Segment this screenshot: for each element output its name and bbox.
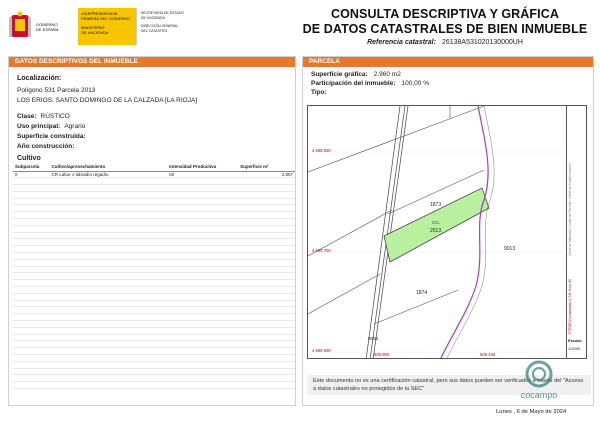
table-cell bbox=[50, 178, 168, 185]
table-cell bbox=[50, 266, 168, 273]
table-cell bbox=[13, 273, 50, 280]
table-cell bbox=[13, 327, 50, 334]
table-row bbox=[13, 259, 295, 266]
col-superficie: Superficie m² bbox=[238, 163, 295, 171]
table-cell bbox=[13, 355, 50, 362]
table-cell bbox=[50, 185, 168, 192]
table-cell bbox=[50, 219, 168, 226]
ano-construccion-row: Año construcción: bbox=[17, 143, 75, 150]
table-cell bbox=[13, 293, 50, 300]
table-cell bbox=[167, 321, 238, 328]
table-cell bbox=[167, 375, 238, 382]
coord-y-600: 4 699 600 bbox=[312, 348, 331, 353]
table-row bbox=[13, 334, 295, 341]
table-row bbox=[13, 382, 295, 389]
table-cell bbox=[13, 253, 50, 260]
logo-catastro-block: SECRETARÍA DE ESTADO DE HACIENDA DIRECCIÓN GENERAL DEL CATASTRO bbox=[136, 8, 192, 45]
table-cell bbox=[167, 198, 238, 205]
table-cell bbox=[238, 219, 295, 226]
table-cell bbox=[238, 348, 295, 355]
table-row bbox=[13, 191, 295, 198]
table-cell bbox=[13, 375, 50, 382]
parcel-2013-highlight[interactable] bbox=[384, 188, 489, 262]
table-cell bbox=[238, 185, 295, 192]
table-cell bbox=[13, 361, 50, 368]
table-cell bbox=[50, 198, 168, 205]
table-row bbox=[13, 300, 295, 307]
table-cell bbox=[50, 287, 168, 294]
ref-value: 26138A531020130000UH bbox=[441, 39, 523, 46]
table-cell bbox=[238, 259, 295, 266]
parcel-label-031: 031 bbox=[432, 220, 440, 225]
table-row bbox=[13, 368, 295, 375]
table-row bbox=[13, 348, 295, 355]
table-row bbox=[13, 355, 295, 362]
table-cell bbox=[167, 348, 238, 355]
table-cell bbox=[167, 219, 238, 226]
scale-label: Escala: bbox=[568, 338, 583, 343]
table-cell bbox=[167, 205, 238, 212]
table-cell bbox=[167, 185, 238, 192]
table-cell bbox=[167, 382, 238, 389]
parcela-panel bbox=[302, 56, 594, 406]
coord-y-700: 4 699 700 bbox=[312, 248, 331, 253]
logo-ministry-block: VICEPRESIDENCIA PRIMERA DEL GOBIERNO MINISTERIO DE HACIENDA bbox=[78, 8, 136, 45]
table-cell bbox=[13, 239, 50, 246]
title-line-2: DE DATOS CATASTRALES DE BIEN INMUEBLE bbox=[302, 22, 588, 36]
table-cell bbox=[167, 280, 238, 287]
table-cell bbox=[50, 314, 168, 321]
legend-lines-text: Limite de Manzana / Limite de Parcela / Limite de Construcciones bbox=[568, 163, 572, 256]
coord-x-100: 505 100 bbox=[480, 352, 496, 357]
table-cell bbox=[13, 212, 50, 219]
table-cell bbox=[50, 239, 168, 246]
table-cell bbox=[13, 368, 50, 375]
government-logo bbox=[8, 8, 194, 45]
table-cell bbox=[13, 348, 50, 355]
table-cell bbox=[50, 361, 168, 368]
uso-row: Uso principal: Agrario bbox=[17, 123, 86, 130]
table-row bbox=[13, 171, 295, 178]
parcel-label-2013: 2013 bbox=[430, 228, 442, 234]
spain-coat-of-arms-icon bbox=[8, 11, 32, 41]
localizacion-line-2: LOS ERIOS. SANTO DOMINGO DE LA CALZADA [LA RIOJA] bbox=[17, 97, 198, 104]
reference-line bbox=[300, 39, 590, 46]
table-cell bbox=[167, 273, 238, 280]
table-cell bbox=[50, 307, 168, 314]
table-cell bbox=[50, 253, 168, 260]
scale-value: 1/2000 bbox=[568, 346, 581, 351]
table-cell bbox=[50, 368, 168, 375]
parcel-label-9006: 9006 bbox=[368, 336, 379, 341]
localizacion-label: Localización: bbox=[17, 75, 62, 82]
table-cell bbox=[238, 232, 295, 239]
parcela-heading: PARCELA bbox=[303, 57, 593, 67]
table-cell bbox=[167, 355, 238, 362]
coord-y-800: 4 699 800 bbox=[312, 148, 331, 153]
table-row bbox=[13, 361, 295, 368]
tipo-row: Tipo: bbox=[311, 89, 327, 96]
col-intensidad: Intensidad Productiva bbox=[167, 163, 238, 171]
col-subparcela: Subparcela bbox=[13, 163, 50, 171]
table-cell bbox=[167, 253, 238, 260]
table-cell bbox=[238, 368, 295, 375]
table-cell bbox=[238, 321, 295, 328]
table-cell bbox=[13, 382, 50, 389]
table-cell bbox=[238, 382, 295, 389]
table-cell bbox=[238, 287, 295, 294]
map-drawing bbox=[308, 106, 587, 359]
table-row bbox=[13, 225, 295, 232]
table-cell bbox=[167, 368, 238, 375]
table-cell bbox=[13, 321, 50, 328]
table-cell bbox=[13, 191, 50, 198]
document-date: Lunes , 6 de Mayo de 2024 bbox=[496, 409, 567, 415]
table-row bbox=[13, 232, 295, 239]
table-row bbox=[13, 314, 295, 321]
table-cell bbox=[167, 239, 238, 246]
table-cell bbox=[167, 293, 238, 300]
superficie-construida-row: Superficie construida: bbox=[17, 133, 86, 140]
table-row bbox=[13, 212, 295, 219]
table-cell bbox=[13, 334, 50, 341]
table-cell bbox=[50, 327, 168, 334]
table-cell bbox=[167, 232, 238, 239]
table-cell bbox=[167, 287, 238, 294]
table-cell bbox=[167, 300, 238, 307]
table-row bbox=[13, 198, 295, 205]
table-cell bbox=[13, 307, 50, 314]
localizacion-line-1: Polígono 531 Parcela 2013 bbox=[17, 87, 96, 94]
cultivo-table bbox=[13, 163, 295, 389]
table-row bbox=[13, 273, 295, 280]
verification-notice: Este documento no es una certificación catastral, pero sus datos pueden ser verificados a través del "Acceso a datos catastrales no protegidos de la SEC" bbox=[307, 375, 591, 395]
table-cell bbox=[50, 225, 168, 232]
table-cell bbox=[238, 307, 295, 314]
table-cell bbox=[167, 191, 238, 198]
table-cell bbox=[50, 246, 168, 253]
table-row bbox=[13, 280, 295, 287]
table-row bbox=[13, 246, 295, 253]
table-row bbox=[13, 293, 295, 300]
table-cell bbox=[167, 341, 238, 348]
table-row bbox=[13, 327, 295, 334]
table-cell bbox=[13, 232, 50, 239]
table-cell bbox=[13, 178, 50, 185]
watermark-text: cocampo bbox=[520, 390, 558, 400]
legend-projection-text: ETRS89 Coordenadas U.T.M. Huso 30 bbox=[568, 279, 572, 334]
table-cell bbox=[50, 341, 168, 348]
table-cell bbox=[13, 198, 50, 205]
title-line-1: CONSULTA DESCRIPTIVA Y GRÁFICA bbox=[330, 7, 559, 21]
table-cell bbox=[238, 253, 295, 260]
table-cell bbox=[50, 348, 168, 355]
table-cell bbox=[238, 266, 295, 273]
document-title bbox=[300, 7, 590, 46]
table-cell bbox=[238, 327, 295, 334]
river-line bbox=[440, 106, 488, 359]
cadastral-map[interactable] bbox=[307, 105, 587, 359]
table-cell bbox=[167, 307, 238, 314]
table-cell bbox=[238, 191, 295, 198]
table-cell bbox=[50, 212, 168, 219]
table-cell bbox=[238, 280, 295, 287]
parcel-label-1873: 1873 bbox=[430, 202, 442, 208]
map-legend-strip bbox=[566, 106, 586, 359]
table-cell bbox=[13, 280, 50, 287]
table-cell bbox=[50, 273, 168, 280]
table-cell bbox=[13, 246, 50, 253]
parcel-label-1874: 1874 bbox=[416, 290, 428, 296]
table-cell: 2.857 bbox=[238, 171, 295, 178]
cultivo-title: Cultivo bbox=[17, 155, 41, 162]
clase-row: Clase: RÚSTICO bbox=[17, 113, 70, 120]
table-cell bbox=[238, 246, 295, 253]
table-cell bbox=[50, 232, 168, 239]
table-cell bbox=[13, 287, 50, 294]
descriptive-data-panel bbox=[8, 56, 296, 406]
table-cell bbox=[238, 273, 295, 280]
table-cell bbox=[167, 361, 238, 368]
table-cell: CR Labor o labradío regadío bbox=[50, 171, 168, 178]
table-row bbox=[13, 219, 295, 226]
table-cell bbox=[238, 341, 295, 348]
parcel-label-9013: 9013 bbox=[504, 246, 516, 252]
table-cell bbox=[13, 314, 50, 321]
descriptive-data-heading: DATOS DESCRIPTIVOS DEL INMUEBLE bbox=[9, 57, 295, 67]
table-cell bbox=[13, 185, 50, 192]
table-cell bbox=[238, 355, 295, 362]
table-cell bbox=[167, 212, 238, 219]
table-cell bbox=[13, 259, 50, 266]
table-cell bbox=[167, 259, 238, 266]
table-cell bbox=[167, 225, 238, 232]
cocampo-watermark-logo bbox=[516, 358, 562, 402]
table-cell bbox=[13, 266, 50, 273]
table-cell bbox=[238, 225, 295, 232]
table-cell: 02 bbox=[167, 171, 238, 178]
table-cell bbox=[50, 259, 168, 266]
table-row bbox=[13, 307, 295, 314]
table-cell bbox=[50, 300, 168, 307]
participacion-row: Participación del inmueble: 100,00 % bbox=[311, 80, 429, 87]
table-row bbox=[13, 239, 295, 246]
table-cell bbox=[13, 219, 50, 226]
table-cell: 0 bbox=[13, 171, 50, 178]
table-cell bbox=[13, 205, 50, 212]
table-cell bbox=[50, 334, 168, 341]
table-cell bbox=[238, 314, 295, 321]
table-cell bbox=[238, 293, 295, 300]
table-row bbox=[13, 375, 295, 382]
table-cell bbox=[167, 178, 238, 185]
table-cell bbox=[167, 266, 238, 273]
table-row bbox=[13, 205, 295, 212]
table-cell bbox=[238, 212, 295, 219]
table-cell bbox=[238, 375, 295, 382]
table-header-row bbox=[13, 163, 295, 171]
table-cell bbox=[238, 239, 295, 246]
table-cell bbox=[50, 191, 168, 198]
table-cell bbox=[238, 205, 295, 212]
table-row bbox=[13, 321, 295, 328]
table-cell bbox=[238, 361, 295, 368]
table-cell bbox=[50, 355, 168, 362]
table-cell bbox=[13, 341, 50, 348]
table-row bbox=[13, 287, 295, 294]
table-cell bbox=[50, 280, 168, 287]
table-cell bbox=[238, 300, 295, 307]
ref-label: Referencia catastral: bbox=[367, 39, 436, 46]
table-cell bbox=[13, 300, 50, 307]
table-row bbox=[13, 178, 295, 185]
table-row bbox=[13, 253, 295, 260]
table-cell bbox=[238, 334, 295, 341]
col-cultivo: Cultivo/aprovechamiento bbox=[50, 163, 168, 171]
table-cell bbox=[167, 334, 238, 341]
table-cell bbox=[167, 246, 238, 253]
table-cell bbox=[50, 293, 168, 300]
table-cell bbox=[50, 205, 168, 212]
table-cell bbox=[238, 198, 295, 205]
table-row bbox=[13, 341, 295, 348]
table-cell bbox=[50, 321, 168, 328]
table-cell bbox=[13, 225, 50, 232]
superficie-grafica-row: Superficie gráfica: 2.960 m2 bbox=[311, 71, 401, 78]
table-cell bbox=[50, 382, 168, 389]
table-row bbox=[13, 185, 295, 192]
logo-government-text: GOBIERNO DE ESPAÑA bbox=[36, 21, 59, 32]
table-row bbox=[13, 266, 295, 273]
table-cell bbox=[167, 314, 238, 321]
coord-x-000: 505 000 bbox=[374, 352, 390, 357]
table-cell bbox=[238, 178, 295, 185]
table-cell bbox=[50, 375, 168, 382]
table-cell bbox=[167, 327, 238, 334]
